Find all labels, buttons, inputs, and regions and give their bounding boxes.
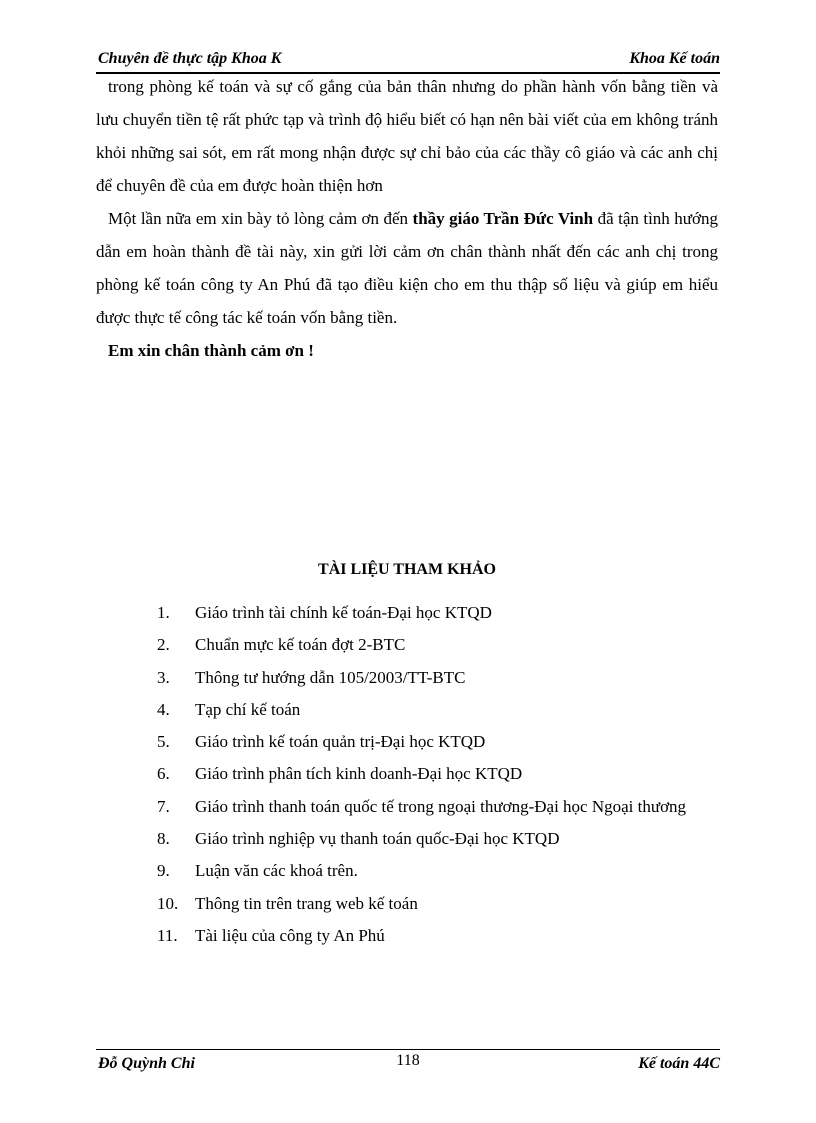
reference-number: 3. — [157, 667, 170, 687]
page-number: 118 — [396, 1052, 420, 1069]
reference-number: 11. — [157, 925, 178, 945]
reference-number: 8. — [157, 829, 170, 849]
reference-item — [157, 662, 719, 694]
references-title: TÀI LIỆU THAM KHẢO — [318, 561, 496, 578]
body-text — [96, 70, 718, 367]
page-footer — [96, 1049, 720, 1078]
reference-text: Thông tư hướng dẫn 105/2003/TT-BTC — [195, 667, 466, 687]
reference-text: Giáo trình kế toán quản trị-Đại học KTQD — [195, 732, 486, 752]
footer-class: Kế toán 44C — [638, 1055, 720, 1072]
reference-text: Tài liệu của công ty An Phú — [195, 925, 385, 945]
references-list — [157, 597, 719, 952]
paragraph-thanks-end: đã tận tình hướng dẫn em hoàn thành đề tài này, xin gửi lời cảm ơn chân thành nhất đến các anh chị trong phòng kế toán công ty An Phú đã tạo điều kiện cho em thu thập số liệu và giúp em hiểu được thực tế công tác kế toán vốn bằng tiền. — [96, 209, 718, 327]
reference-text: Giáo trình phân tích kinh doanh-Đại học KTQD — [195, 764, 523, 784]
closing-line: Em xin chân thành cảm ơn ! — [108, 341, 314, 360]
reference-number: 6. — [157, 764, 170, 784]
reference-text: Giáo trình nghiệp vụ thanh toán quốc-Đại học KTQD — [195, 829, 560, 849]
reference-item — [157, 823, 719, 855]
reference-item — [157, 855, 719, 887]
footer-author: Đỗ Quỳnh Chi — [98, 1055, 195, 1072]
header-department: Khoa Kế toán — [629, 50, 720, 67]
reference-number: 1. — [157, 603, 170, 622]
reference-item — [157, 597, 719, 629]
reference-item — [157, 726, 719, 758]
reference-number: 5. — [157, 732, 170, 752]
advisor-name: thầy giáo Trần Đức Vinh — [412, 209, 594, 228]
reference-item — [157, 629, 719, 661]
reference-number: 7. — [157, 796, 170, 816]
reference-text: Giáo trình tài chính kế toán-Đại học KTQD — [195, 603, 492, 622]
reference-text: Tạp chí kế toán — [195, 699, 301, 719]
paragraph-thanks — [96, 202, 718, 334]
reference-item — [157, 694, 719, 726]
reference-number: 2. — [157, 635, 170, 655]
reference-number: 9. — [157, 861, 170, 881]
reference-number: 10. — [157, 893, 179, 913]
reference-text: Luận văn các khoá trên. — [195, 861, 358, 881]
reference-text: Thông tin trên trang web kế toán — [195, 893, 418, 913]
reference-number: 4. — [157, 699, 170, 719]
reference-item — [157, 888, 719, 920]
paragraph-thanks-start: Một lần nữa em xin bày tỏ lòng cảm ơn đến — [108, 209, 413, 228]
reference-text: Chuẩn mực kế toán đợt 2-BTC — [195, 635, 406, 655]
reference-item — [157, 791, 719, 823]
reference-item — [157, 758, 719, 790]
header-course-title: Chuyên đề thực tập Khoa K — [98, 50, 282, 67]
reference-text: Giáo trình thanh toán quốc tế trong ngoại thương-Đại học Ngoại thương — [195, 796, 687, 816]
paragraph-acknowledgement-continued: trong phòng kế toán và sự cố gắng của bản thân nhưng do phần hành vốn bằng tiền và lưu chuyển tiền tệ rất phức tạp và trình độ hiểu biết có hạn nên bài viết của em không tránh khỏi những sai sót, em rất mong nhận được sự chỉ bảo của các thầy cô giáo và các anh chị để chuyên đề của em được hoàn thiện hơn — [96, 77, 718, 195]
reference-item — [157, 920, 719, 952]
